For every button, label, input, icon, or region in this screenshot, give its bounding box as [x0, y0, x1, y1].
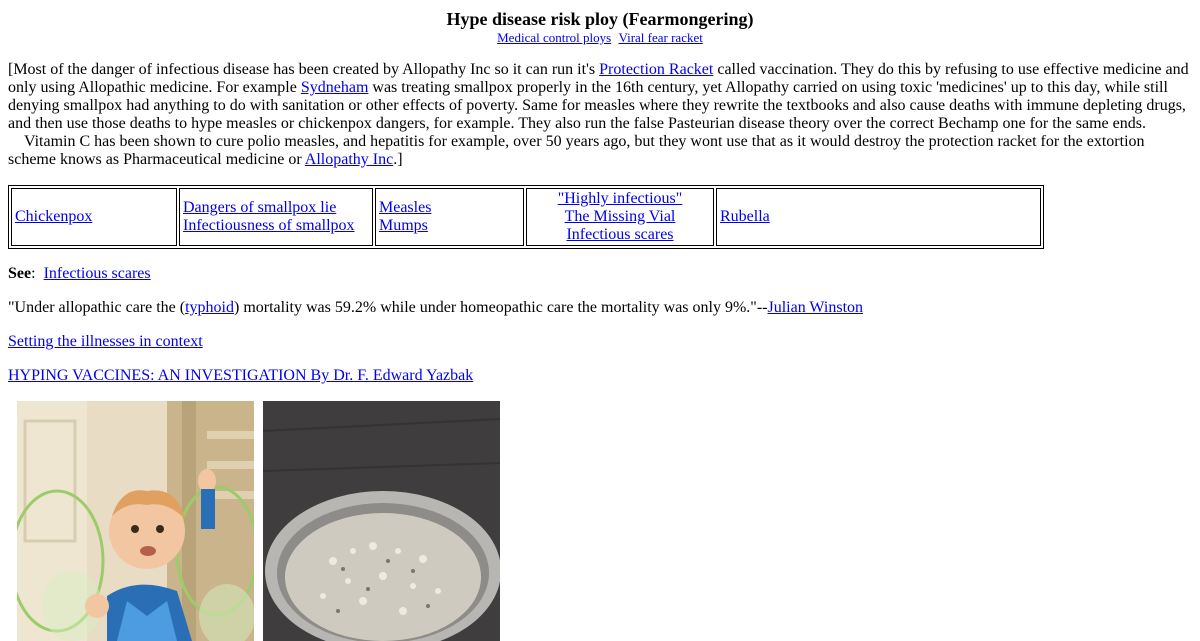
- photo-row: [8, 401, 1192, 641]
- child-fairy-wings-photo: [17, 401, 254, 641]
- page: [0, 9, 1200, 641]
- page-title: Hype disease risk ploy (Fearmongering): [446, 9, 754, 29]
- quote-text-2: ) mortality was 59.2% while under homeopathic care the mortality was only 9%."--: [234, 299, 768, 316]
- intro-text-5: .]: [393, 151, 403, 168]
- hyping-line: [8, 367, 1192, 385]
- context-line: [8, 333, 1192, 351]
- quote-text-1: "Under allopathic care the (: [8, 299, 186, 316]
- rubella-link[interactable]: Rubella: [720, 208, 770, 225]
- setting-illnesses-context-link[interactable]: Setting the illnesses in context: [8, 333, 203, 350]
- table-cell-smallpox: [179, 188, 373, 246]
- sublinks: [8, 30, 1192, 45]
- table-cell-measles-mumps: [375, 188, 524, 246]
- intro-text-1: [Most of the danger of infectious disease has been created by Allopathy Inc so it can run it's: [8, 61, 600, 78]
- sydneham-link[interactable]: Sydneham: [300, 79, 369, 96]
- infectious-scares-table-link[interactable]: Infectious scares: [566, 226, 674, 243]
- disease-links-table: [8, 185, 1044, 249]
- container-of-flakes-photo: [263, 401, 500, 641]
- medical-control-ploys-link[interactable]: Medical control ploys: [497, 30, 612, 45]
- infectiousness-of-smallpox-link[interactable]: Infectiousness of smallpox: [183, 217, 355, 234]
- julian-winston-link[interactable]: Julian Winston: [767, 299, 864, 316]
- highly-infectious-link[interactable]: "Highly infectious": [557, 190, 683, 207]
- chickenpox-link[interactable]: Chickenpox: [15, 208, 93, 225]
- mumps-link[interactable]: Mumps: [379, 217, 428, 234]
- table-row: [11, 188, 1041, 246]
- intro-paragraph: [8, 61, 1192, 169]
- intro-text-3: was treating smallpox properly in the 16th century, yet Allopathy carried on using toxic 'medicines' up to this day, while still denying smallpox had anything to do with sanitation or other effects of poverty. Same for measles where they rewrite the textbooks and also cause deaths with immune depleting drugs, and then use those deaths to hype measles or chickenpox dangers, for example. They also run the false Pasteurian disease theory over the correct Bechamp one for the same ends.: [8, 79, 1186, 132]
- table-cell-rubella: [716, 188, 1041, 246]
- protection-racket-link[interactable]: Protection Racket: [599, 61, 714, 78]
- table-cell-infectious: [526, 188, 714, 246]
- see-colon: :: [31, 265, 36, 282]
- typhoid-link[interactable]: typhoid: [185, 299, 234, 316]
- infectious-scares-link[interactable]: Infectious scares: [43, 265, 151, 282]
- missing-vial-link[interactable]: The Missing Vial: [564, 208, 676, 225]
- table-cell-chickenpox: [11, 188, 177, 246]
- allopathy-inc-link[interactable]: Allopathy Inc: [304, 151, 394, 168]
- dangers-of-smallpox-lie-link[interactable]: Dangers of smallpox lie: [183, 199, 337, 216]
- see-label: See: [8, 265, 32, 282]
- see-line: [8, 265, 1192, 283]
- hyping-vaccines-link[interactable]: HYPING VACCINES: AN INVESTIGATION By Dr. F. Edward Yazbak: [8, 367, 474, 384]
- viral-fear-racket-link[interactable]: Viral fear racket: [618, 30, 703, 45]
- measles-link[interactable]: Measles: [379, 199, 432, 216]
- typhoid-quote: [8, 299, 1192, 317]
- intro-text-2: called vaccination. They do this by refusing to use effective medicine and only using Allopathic medicine. For example: [8, 61, 1189, 96]
- intro-text-4: Vitamin C has been shown to cure polio measles, and hepatitis for example, over 50 years ago, but they wont use that as it would destroy the protection racket for the extortion scheme knows as Pharmaceutical medicine or: [8, 133, 1145, 168]
